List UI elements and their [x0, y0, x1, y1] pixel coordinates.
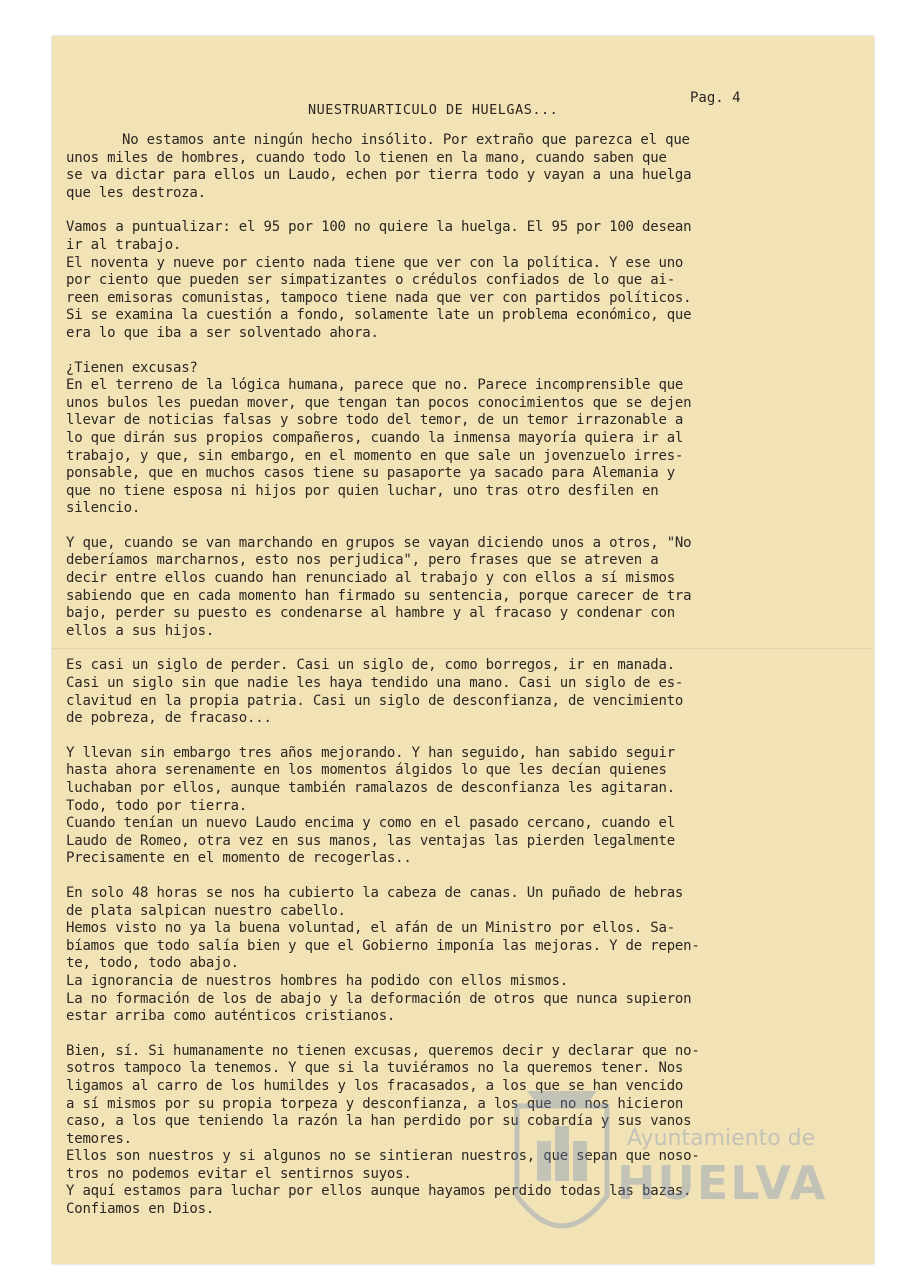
text-line: clavitud en la propia patria. Casi un siglo de desconfianza, de vencimiento	[66, 692, 684, 709]
text-line: Es casi un siglo de perder. Casi un siglo de, como borregos, ir en manada.	[66, 657, 675, 674]
paragraph-5	[66, 657, 866, 727]
text-line: Vamos a puntualizar: el 95 por 100 no quiere la huelga. El 95 por 100 desean	[66, 219, 692, 236]
text-line: caso, a los que teniendo la razón la han perdido por su cobardía y sus vanos	[66, 1113, 692, 1130]
text-line: que no tiene esposa ni hijos por quien luchar, uno tras otro desfilen en	[66, 482, 659, 499]
text-line: Hemos visto no ya la buena voluntad, el afán de un Ministro por ellos. Sa-	[66, 920, 675, 937]
page-number: Pag. 4	[690, 90, 741, 106]
text-line: trabajo, y que, sin embargo, en el momento en que sale un jovenzuelo irres-	[66, 447, 684, 464]
text-line: ir al trabajo.	[66, 236, 182, 253]
paragraph-6	[66, 745, 866, 868]
text-line: ligamos al carro de los humildes y los fracasados, a los que se han vencido	[66, 1077, 684, 1094]
text-line: ellos a sus hijos.	[66, 622, 215, 639]
article-title: NUESTRUARTICULO DE HUELGAS...	[308, 102, 559, 118]
watermark-line-2: HUELVA	[617, 1156, 828, 1210]
text-line: te, todo, todo abajo.	[66, 955, 239, 972]
text-line: La no formación de los de abajo y la deformación de otros que nunca supieron	[66, 990, 692, 1007]
text-line: era lo que iba a ser solventado ahora.	[66, 324, 379, 341]
text-line: En solo 48 horas se nos ha cubierto la cabeza de canas. Un puñado de hebras	[66, 884, 684, 901]
text-line: unos miles de hombres, cuando todo lo tienen en la mano, cuando saben que	[66, 149, 667, 166]
text-line: Y aquí estamos para luchar por ellos aunque hayamos perdido todas las bazas.	[66, 1183, 692, 1200]
text-line: a sí mismos por su propia torpeza y desconfianza, a los que no nos hicieron	[66, 1095, 684, 1112]
paragraph-7	[66, 885, 866, 1026]
text-line: bajo, perder su puesto es condenarse al hambre y al fracaso y condenar con	[66, 605, 675, 622]
document-sheet	[52, 36, 874, 1264]
text-line: bíamos que todo salía bien y que el Gobierno imponía las mejoras. Y de repen-	[66, 937, 700, 954]
text-line: luchaban por ellos, aunque también ramalazos de desconfianza les agitaran.	[66, 780, 675, 796]
text-line: Casi un siglo sin que nadie les haya tendido una mano. Casi un siglo de es-	[66, 675, 684, 692]
text-line: por ciento que pueden ser simpatizantes o crédulos confiados de lo que ai-	[66, 272, 675, 289]
text-line: se va dictar para ellos un Laudo, echen por tierra todo y vayan a una huelga	[66, 167, 692, 184]
paragraph-2	[66, 219, 866, 342]
text-line: Y llevan sin embargo tres años mejorando. Y han seguido, han sabido seguir	[66, 744, 675, 761]
text-line: de plata salpican nuestro cabello.	[66, 902, 346, 919]
text-line: El noventa y nueve por ciento nada tiene que ver con la política. Y ese uno	[66, 254, 684, 271]
text-line: decir entre ellos cuando han renunciado al trabajo y con ellos a sí mismos	[66, 570, 675, 587]
text-line: reen emisoras comunistas, tampoco tiene nada que ver con partidos políticos.	[66, 289, 692, 306]
text-line: La ignorancia de nuestros hombres ha podido con ellos mismos.	[66, 972, 568, 989]
paragraph-4	[66, 535, 866, 641]
text-line: ¿Tienen excusas?	[66, 359, 198, 376]
text-line: Cuando tenían un nuevo Laudo encima y como en el pasado cercano, cuando el	[66, 815, 675, 832]
watermark-logo	[507, 1086, 847, 1256]
text-line: tros no podemos evitar el sentirnos suyos.	[66, 1165, 412, 1182]
coat-of-arms-icon	[507, 1086, 617, 1256]
text-line: temores.	[66, 1130, 132, 1147]
text-line: llevar de noticias falsas y sobre todo del temor, de un temor irrazonable a	[66, 412, 684, 429]
text-line: sotros tampoco la tenemos. Y que si la tuviéramos no la queremos tener. Nos	[66, 1060, 684, 1077]
text-line: Confiamos en Dios.	[66, 1201, 215, 1218]
text-line: No estamos ante ningún hecho insólito. Por extraño que parezca el que	[122, 132, 690, 148]
text-line: que les destroza.	[66, 184, 206, 201]
text-line: Todo, todo por tierra.	[66, 797, 248, 814]
text-line: Bien, sí. Si humanamente no tienen excusas, queremos decir y declarar que no-	[66, 1042, 700, 1059]
text-line: En el terreno de la lógica humana, parece que no. Parece incomprensible que	[66, 377, 684, 394]
text-line: de pobreza, de fracaso...	[66, 710, 272, 727]
text-line: estar arriba como auténticos cristianos.	[66, 1008, 396, 1025]
text-line: hasta ahora serenamente en los momentos álgidos lo que les decían quienes	[66, 762, 667, 779]
text-line: Precisamente en el momento de recogerlas..	[66, 850, 412, 867]
text-line: deberíamos marcharnos, esto nos perjudica", pero frases que se atreven a	[66, 552, 659, 569]
text-line: Ellos son nuestros y si algunos no se sintieran nuestros, que sepan que noso-	[66, 1148, 700, 1165]
text-line: lo que dirán sus propios compañeros, cuando la inmensa mayoría quiera ir al	[66, 429, 684, 446]
paragraph-3	[66, 360, 866, 518]
paragraph-1	[66, 132, 866, 202]
text-line: Y que, cuando se van marchando en grupos se vayan diciendo unos a otros, "No	[66, 534, 692, 551]
watermark-line-1: Ayuntamiento de	[627, 1126, 816, 1151]
text-line: Laudo de Romeo, otra vez en sus manos, las ventajas las pierden legalmente	[66, 832, 675, 849]
text-line: unos bulos les puedan mover, que tengan tan pocos conocimientos que se dejen	[66, 394, 692, 411]
text-line: ponsable, que en muchos casos tiene su pasaporte ya sacado para Alemania y	[66, 465, 675, 482]
text-line: Si se examina la cuestión a fondo, solamente late un problema económico, que	[66, 307, 692, 324]
article-body	[66, 132, 866, 1236]
text-line: sabiendo que en cada momento han firmado su sentencia, porque carecer de tra	[66, 587, 692, 604]
text-line: silencio.	[66, 500, 141, 517]
